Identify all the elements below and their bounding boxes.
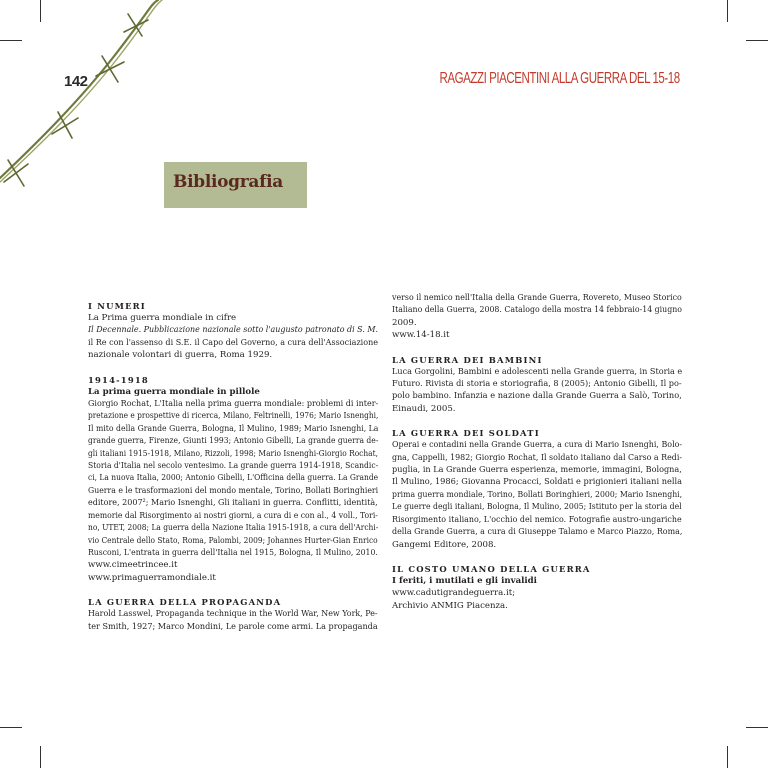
text-line: ter Smith, 1927; Marco Mondini, Le parole come armi. La propaganda bbox=[88, 621, 378, 632]
crop-mark bbox=[727, 0, 728, 22]
section-title: Bibliografia bbox=[173, 172, 284, 192]
text-line: Italiano della Guerra, 2008. Catalogo della mostra 14 febbraio-14 giugno bbox=[392, 305, 682, 316]
text-line: puglia, in La Grande Guerra esperienza, memorie, immagini, Bologna, bbox=[392, 465, 682, 476]
crop-mark bbox=[746, 727, 768, 728]
text-line: La Prima guerra mondiale in cifre bbox=[88, 313, 237, 323]
running-title: RAGAZZI PIACENTINI ALLA GUERRA DEL 15-18 bbox=[439, 70, 680, 87]
text-line: Il Mulino, 1986; Giovanna Procacci, Soldati e prigionieri italiani nella bbox=[392, 477, 683, 488]
link-primaguerramondiale[interactable]: www.primaguerramondiale.it bbox=[88, 572, 216, 583]
heading-1914-1918: 1914-1918 bbox=[88, 374, 149, 385]
text-line: Il Decennale. Pubblicazione nazionale sotto l'augusto patronato di S. M. bbox=[88, 325, 379, 336]
text-line: Guerra e le trasformazioni del mondo mentale, Torino, Bollati Boringhieri bbox=[88, 485, 379, 496]
text-line: Risorgimento italiano, L'occhio del nemico. Fotografie austro-ungariche bbox=[392, 514, 682, 525]
text-line: 2009. bbox=[392, 317, 417, 328]
text-line: Gangemi Editore, 2008. bbox=[392, 539, 497, 550]
crop-mark bbox=[727, 746, 728, 768]
heading-soldati: LA GUERRA DEI SOLDATI bbox=[392, 428, 540, 439]
text-line: polo bambino. Infanzia e nazione dalla Grande Guerra a Salò, Torino, bbox=[392, 391, 682, 402]
crop-mark bbox=[40, 746, 41, 768]
text-line: vio Centrale dello Stato, Roma, Palombi, 2009; Johannes Hurter-Gian Enrico bbox=[88, 535, 378, 546]
link-14-18[interactable]: www.14-18.it bbox=[392, 330, 450, 341]
text-line: pretazione e prospettive di ricerca, Milano, Feltrinelli, 1976; Mario Isnenghi, bbox=[88, 411, 379, 422]
right-column bbox=[392, 292, 682, 612]
text-line: Rusconi, L'entrata in guerra dell'Italia nel 1915, Bologna, Il Mulino, 2010. bbox=[88, 547, 378, 558]
crop-mark bbox=[0, 727, 22, 728]
text-line: Giorgio Rochat, L'Italia nella prima guerra mondiale: problemi di inter- bbox=[88, 399, 379, 410]
text-line: prima guerra mondiale, Torino, Bollati Boringhieri, 2000; Mario Isnenghi, bbox=[392, 489, 683, 500]
link-cadutigrandeguerra[interactable]: www.cadutigrandeguerra.it; bbox=[392, 588, 516, 599]
text-line: nazionale volontari di guerra, Roma 1929. bbox=[88, 350, 273, 361]
text-line: editore, 2007²; Mario Isnenghi, Gli italiani in guerra. Conflitti, identità, bbox=[88, 498, 378, 509]
crop-mark bbox=[746, 40, 768, 41]
text-line: della Grande Guerra, a cura di Giuseppe Talamo e Marco Piazzo, Roma, bbox=[392, 527, 683, 538]
text-line: Il mito della Grande Guerra, Bologna, Il Mulino, 1989; Mario Isnenghi, La bbox=[88, 423, 379, 434]
text-line: Archivio ANMIG Piacenza. bbox=[392, 600, 508, 611]
text-line: memorie dal Risorgimento ai nostri giorni, a cura di e con al., 4 voll., Tori- bbox=[88, 510, 378, 521]
text-line: Storia d'Italia nel secolo ventesimo. La grande guerra 1914-1918, Scandic- bbox=[88, 461, 379, 472]
left-column bbox=[88, 300, 378, 633]
subheading-pillole: La prima guerra mondiale in pillole bbox=[88, 386, 260, 397]
heading-costo-umano: IL COSTO UMANO DELLA GUERRA bbox=[392, 563, 591, 574]
text-line: il Re con l'assenso di S.E. il Capo del Governo, a cura dell'Associazione bbox=[88, 337, 379, 348]
text-line: Operai e contadini nella Grande Guerra, a cura di Mario Isnenghi, Bolo- bbox=[392, 440, 683, 451]
text-line: no, UTET, 2008; La guerra della Nazione Italia 1915-1918, a cura dell'Archi- bbox=[88, 523, 379, 534]
text-line: grande guerra, Firenze, Giunti 1993; Antonio Gibelli, La grande guerra de- bbox=[88, 436, 379, 447]
text-line: ci, La nuova Italia, 2000; Antonio Gibelli, L'Officina della guerra. La Grande bbox=[88, 473, 379, 484]
text-line: verso il nemico nell'Italia della Grande Guerra, Rovereto, Museo Storico bbox=[392, 293, 682, 303]
text-line: Le guerre degli italiani, Bologna, Il Mulino, 2005; Istituto per la storia del bbox=[392, 502, 682, 513]
text-line: gli italiani 1915-1918, Milano, Rizzoli, 1998; Mario Isnenghi-Giorgio Rochat, bbox=[88, 448, 378, 459]
text-line: Einaudi, 2005. bbox=[392, 403, 456, 414]
page-number: 142 bbox=[64, 73, 88, 90]
text-line: Futuro. Rivista di storia e storiografia, 8 (2005); Antonio Gibelli, Il po- bbox=[392, 379, 682, 390]
subheading-feriti: I feriti, i mutilati e gli invalidi bbox=[392, 575, 537, 586]
heading-numeri: I NUMERI bbox=[88, 301, 146, 311]
heading-propaganda: LA GUERRA DELLA PROPAGANDA bbox=[88, 597, 282, 608]
text-line: Luca Gorgolini, Bambini e adolescenti nella Grande guerra, in Storia e bbox=[392, 366, 683, 377]
text-line: gna, Cappelli, 1982; Giorgio Rochat, Il soldato italiano dal Carso a Redi- bbox=[392, 452, 683, 463]
link-cimeetrincee[interactable]: www.cimeetrincee.it bbox=[88, 560, 178, 571]
text-line: Harold Lasswel, Propaganda technique in the World War, New York, Pe- bbox=[88, 609, 378, 620]
heading-bambini: LA GUERRA DEI BAMBINI bbox=[392, 354, 543, 365]
